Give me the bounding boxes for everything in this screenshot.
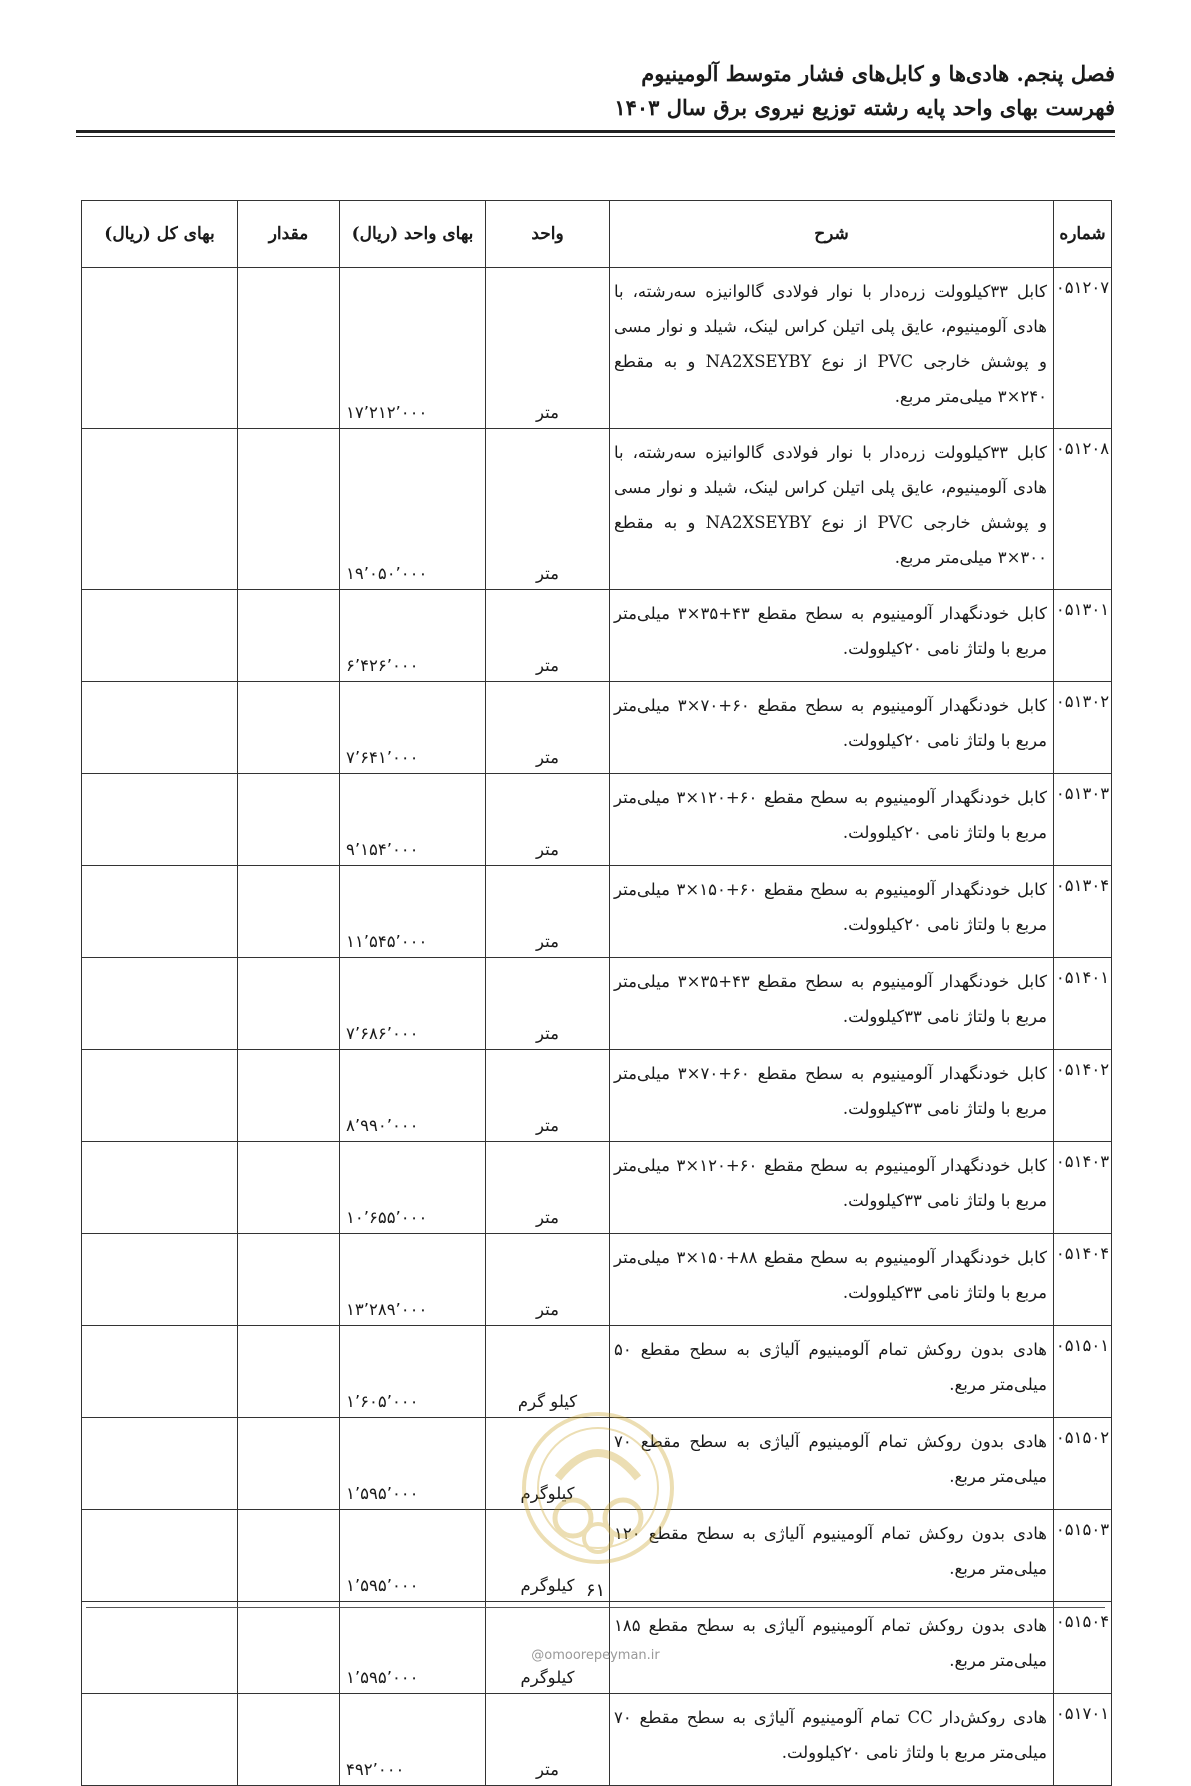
cell-description: کابل خودنگهدار آلومینیوم به سطح مقطع ۶۰+۱۲۰×۳ میلی‌متر مربع با ولتاژ نامی ۲۰کیلوولت. <box>610 774 1054 866</box>
cell-unit: متر <box>486 429 610 590</box>
cell-number: ۰۵۱۵۰۳ <box>1054 1510 1112 1602</box>
cell-unit-price: ۱٬۵۹۵٬۰۰۰ <box>340 1602 486 1694</box>
cell-description: هادی روکش‌دار CC تمام آلومینیوم آلیاژی به سطح مقطع ۷۰ میلی‌متر مربع با ولتاژ نامی ۲۰کیلوولت. <box>610 1694 1054 1786</box>
cell-number: ۰۵۱۴۰۲ <box>1054 1050 1112 1142</box>
table-row <box>82 682 1112 774</box>
website-watermark: @omoorepeyman.ir <box>531 1648 660 1663</box>
cell-quantity <box>238 1142 340 1234</box>
table-row <box>82 1050 1112 1142</box>
table-row <box>82 1326 1112 1418</box>
cell-number: ۰۵۱۲۰۷ <box>1054 268 1112 429</box>
cell-number: ۰۵۱۵۰۲ <box>1054 1418 1112 1510</box>
table-row <box>82 429 1112 590</box>
cell-description: کابل خودنگهدار آلومینیوم به سطح مقطع ۴۳+۳۵×۳ میلی‌متر مربع با ولتاژ نامی ۲۰کیلوولت. <box>610 590 1054 682</box>
cell-quantity <box>238 268 340 429</box>
chapter-title: فصل پنجم. هادی‌ها و کابل‌های فشار متوسط آلومینیوم <box>641 61 1115 86</box>
table-row <box>82 1234 1112 1326</box>
cell-total <box>82 268 238 429</box>
cell-unit-price: ۱۷٬۲۱۲٬۰۰۰ <box>340 268 486 429</box>
cell-description: کابل خودنگهدار آلومینیوم به سطح مقطع ۴۳+۳۵×۳ میلی‌متر مربع با ولتاژ نامی ۳۳کیلوولت. <box>610 958 1054 1050</box>
cell-total <box>82 1234 238 1326</box>
table-header-row <box>82 201 1112 268</box>
cell-description: هادی بدون روکش تمام آلومینیوم آلیاژی به سطح مقطع ۱۲۰ میلی‌متر مربع. <box>610 1510 1054 1602</box>
cell-total <box>82 429 238 590</box>
table-row <box>82 866 1112 958</box>
cell-quantity <box>238 866 340 958</box>
table-row <box>82 774 1112 866</box>
cell-total <box>82 958 238 1050</box>
column-header-unit: واحد <box>486 201 610 268</box>
cell-unit: متر <box>486 866 610 958</box>
cell-unit: متر <box>486 268 610 429</box>
table-row <box>82 268 1112 429</box>
cell-unit: متر <box>486 1694 610 1786</box>
cell-total <box>82 774 238 866</box>
header-rule-thin <box>76 136 1115 137</box>
cell-number: ۰۵۱۵۰۱ <box>1054 1326 1112 1418</box>
cell-unit-price: ۶٬۴۲۶٬۰۰۰ <box>340 590 486 682</box>
cell-unit-price: ۷٬۶۸۶٬۰۰۰ <box>340 958 486 1050</box>
cell-total <box>82 1326 238 1418</box>
cell-description: کابل خودنگهدار آلومینیوم به سطح مقطع ۶۰+۱۲۰×۳ میلی‌متر مربع با ولتاژ نامی ۳۳کیلوولت. <box>610 1142 1054 1234</box>
cell-unit-price: ۱۳٬۲۸۹٬۰۰۰ <box>340 1234 486 1326</box>
cell-unit-price: ۱٬۶۰۵٬۰۰۰ <box>340 1326 486 1418</box>
cell-unit-price: ۱٬۵۹۵٬۰۰۰ <box>340 1418 486 1510</box>
cell-quantity <box>238 958 340 1050</box>
cell-unit: متر <box>486 958 610 1050</box>
cell-total <box>82 1418 238 1510</box>
cell-unit: متر <box>486 1234 610 1326</box>
cell-unit: کیلوگرم <box>486 1510 610 1602</box>
cell-unit-price: ۹٬۱۵۴٬۰۰۰ <box>340 774 486 866</box>
column-header-number: شماره <box>1054 201 1112 268</box>
cell-number: ۰۵۱۷۰۱ <box>1054 1694 1112 1786</box>
cell-unit: کیلو گرم <box>486 1326 610 1418</box>
cell-quantity <box>238 774 340 866</box>
cell-unit: متر <box>486 590 610 682</box>
cell-description: کابل خودنگهدار آلومینیوم به سطح مقطع ۶۰+۷۰×۳ میلی‌متر مربع با ولتاژ نامی ۲۰کیلوولت. <box>610 682 1054 774</box>
cell-description: هادی بدون روکش تمام آلومینیوم آلیاژی به سطح مقطع ۵۰ میلی‌متر مربع. <box>610 1326 1054 1418</box>
cell-unit-price: ۴۹۲٬۰۰۰ <box>340 1694 486 1786</box>
cell-number: ۰۵۱۳۰۴ <box>1054 866 1112 958</box>
cell-unit-price: ۷٬۶۴۱٬۰۰۰ <box>340 682 486 774</box>
header-rule-thick <box>76 130 1115 133</box>
cell-unit-price: ۱٬۵۹۵٬۰۰۰ <box>340 1510 486 1602</box>
cell-quantity <box>238 1694 340 1786</box>
footer-rule <box>86 1607 1105 1608</box>
cell-total <box>82 682 238 774</box>
cell-unit: متر <box>486 1142 610 1234</box>
cell-number: ۰۵۱۳۰۱ <box>1054 590 1112 682</box>
cell-number: ۰۵۱۴۰۳ <box>1054 1142 1112 1234</box>
cell-quantity <box>238 590 340 682</box>
cell-description: کابل خودنگهدار آلومینیوم به سطح مقطع ۶۰+۷۰×۳ میلی‌متر مربع با ولتاژ نامی ۳۳کیلوولت. <box>610 1050 1054 1142</box>
watermark-seal-icon <box>518 1408 678 1578</box>
column-header-total: بهای کل (ریال) <box>82 201 238 268</box>
table-row <box>82 1142 1112 1234</box>
column-header-unit-price: بهای واحد (ریال) <box>340 201 486 268</box>
cell-total <box>82 1694 238 1786</box>
cell-number: ۰۵۱۴۰۱ <box>1054 958 1112 1050</box>
cell-description: هادی بدون روکش تمام آلومینیوم آلیاژی به سطح مقطع ۱۸۵ میلی‌متر مربع. <box>610 1602 1054 1694</box>
cell-number: ۰۵۱۵۰۴ <box>1054 1602 1112 1694</box>
cell-total <box>82 1142 238 1234</box>
cell-description: کابل ۳۳کیلوولت زره‌دار با نوار فولادی گالوانیزه سه‌رشته، با هادی آلومینیوم، عایق پلی اتیلن کراس لینک، شیلد و نوار مسی و پوشش خارجی PVC از نوع NA2XSEYBY و به مقطع ۳۰۰×۳ میلی‌متر مربع. <box>610 429 1054 590</box>
table-row <box>82 590 1112 682</box>
cell-total <box>82 590 238 682</box>
cell-unit-price: ۱۰٬۶۵۵٬۰۰۰ <box>340 1142 486 1234</box>
page-header <box>76 58 1115 124</box>
cell-number: ۰۵۱۳۰۳ <box>1054 774 1112 866</box>
page-number: ۶۱ <box>585 1580 606 1601</box>
cell-unit-price: ۱۹٬۰۵۰٬۰۰۰ <box>340 429 486 590</box>
cell-unit-price: ۸٬۹۹۰٬۰۰۰ <box>340 1050 486 1142</box>
cell-unit: متر <box>486 1050 610 1142</box>
cell-number: ۰۵۱۳۰۲ <box>1054 682 1112 774</box>
cell-description: کابل خودنگهدار آلومینیوم به سطح مقطع ۸۸+۱۵۰×۳ میلی‌متر مربع با ولتاژ نامی ۳۳کیلوولت. <box>610 1234 1054 1326</box>
cell-quantity <box>238 1326 340 1418</box>
cell-number: ۰۵۱۴۰۴ <box>1054 1234 1112 1326</box>
cell-number: ۰۵۱۲۰۸ <box>1054 429 1112 590</box>
table-row <box>82 1694 1112 1786</box>
cell-description: هادی بدون روکش تمام آلومینیوم آلیاژی به سطح مقطع ۷۰ میلی‌متر مربع. <box>610 1418 1054 1510</box>
cell-unit: متر <box>486 774 610 866</box>
cell-quantity <box>238 682 340 774</box>
cell-total <box>82 866 238 958</box>
cell-quantity <box>238 429 340 590</box>
cell-unit-price: ۱۱٬۵۴۵٬۰۰۰ <box>340 866 486 958</box>
column-header-quantity: مقدار <box>238 201 340 268</box>
cell-quantity <box>238 1418 340 1510</box>
cell-quantity <box>238 1234 340 1326</box>
cell-total <box>82 1050 238 1142</box>
cell-description: کابل خودنگهدار آلومینیوم به سطح مقطع ۶۰+۱۵۰×۳ میلی‌متر مربع با ولتاژ نامی ۲۰کیلوولت. <box>610 866 1054 958</box>
cell-unit: کیلوگرم <box>486 1602 610 1694</box>
cell-unit: متر <box>486 682 610 774</box>
cell-quantity <box>238 1050 340 1142</box>
cell-description: کابل ۳۳کیلوولت زره‌دار با نوار فولادی گالوانیزه سه‌رشته، با هادی آلومینیوم، عایق پلی اتیلن کراس لینک، شیلد و نوار مسی و پوشش خارجی PVC از نوع NA2XSEYBY و به مقطع ۲۴۰×۳ میلی‌متر مربع. <box>610 268 1054 429</box>
document-title: فهرست بهای واحد پایه رشته توزیع نیروی برق سال ۱۴۰۳ <box>614 95 1115 120</box>
cell-unit: کیلوگرم <box>486 1418 610 1510</box>
table-row <box>82 958 1112 1050</box>
column-header-description: شرح <box>610 201 1054 268</box>
